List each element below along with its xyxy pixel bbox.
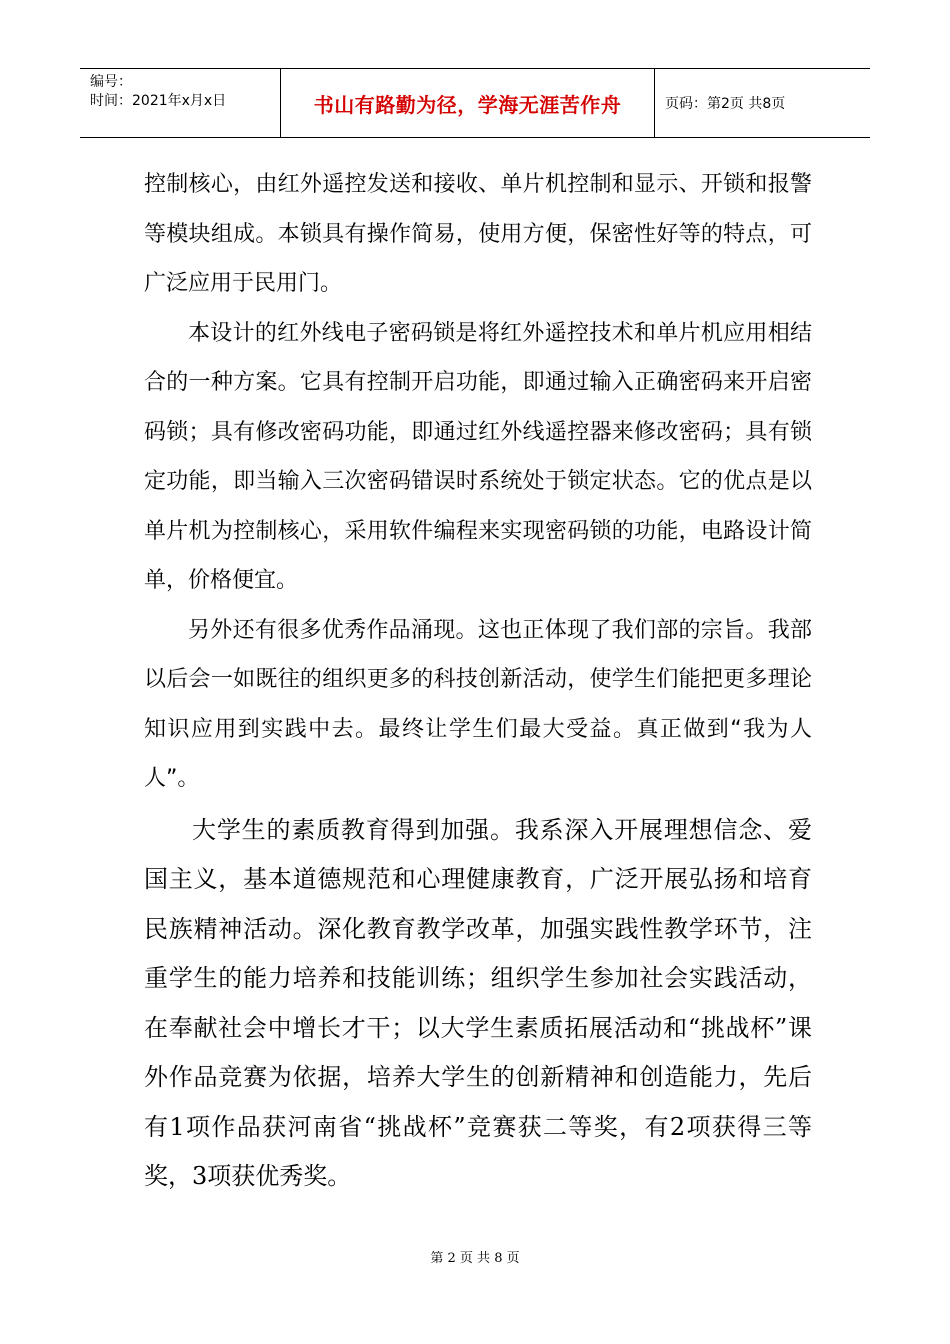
header-page-label: 页码：第2页 共8页 — [665, 96, 786, 112]
paragraph-2: 本设计的红外线电子密码锁是将红外遥控技术和单片机应用相结合的一种方案。它具有控制开启功能，即通过输入正确密码来开启密码锁；具有修改密码功能，即通过红外线遥控器来修改密码；具有锁定功能，即当输入三次密码错误时系统处于锁定状态。它的优点是以单片机为控制核心，采用软件编程来实现密码锁的功能，电路设计简单，价格便宜。 — [144, 320, 812, 593]
paragraph-4: 大学生的素质教育得到加强。我系深入开展理想信念、爱国主义，基本道德规范和心理健康教育，广泛开展弘扬和培育民族精神活动。深化教育教学改革，加强实践性教学环节，注重学生的能力培养和技能训练；组织学生参加社会实践活动，在奉献社会中增长才干；以大学生素质拓展活动和“挑战杯”课外作品竞赛为依据，培养大学生的创新精神和创造能力，先后有1项作品获河南省“挑战杯”竞赛获二等奖，有2项获得三等奖，3项获优秀奖。 — [144, 815, 812, 1190]
number-label: 编号： — [90, 74, 132, 90]
page-footer: 第 2 页 共 8 页 — [430, 1251, 520, 1266]
header-meta — [80, 69, 281, 137]
time-label: 时间：2021年x月x日 — [90, 93, 227, 109]
document-body — [144, 160, 812, 1202]
header-motto: 书山有路勤为径，学海无涯苦作舟 — [281, 69, 655, 137]
page-header — [80, 68, 870, 138]
paragraph-1: 控制核心，由红外遥控发送和接收、单片机控制和显示、开锁和报警等模块组成。本锁具有操作简易，使用方便，保密性好等的特点，可广泛应用于民用门。 — [144, 172, 812, 296]
paragraph-3: 另外还有很多优秀作品涌现。这也正体现了我们部的宗旨。我部以后会一如既往的组织更多的科技创新活动，使学生们能把更多理论知识应用到实践中去。最终让学生们最大受益。真正做到“我为人人”。 — [144, 617, 812, 791]
